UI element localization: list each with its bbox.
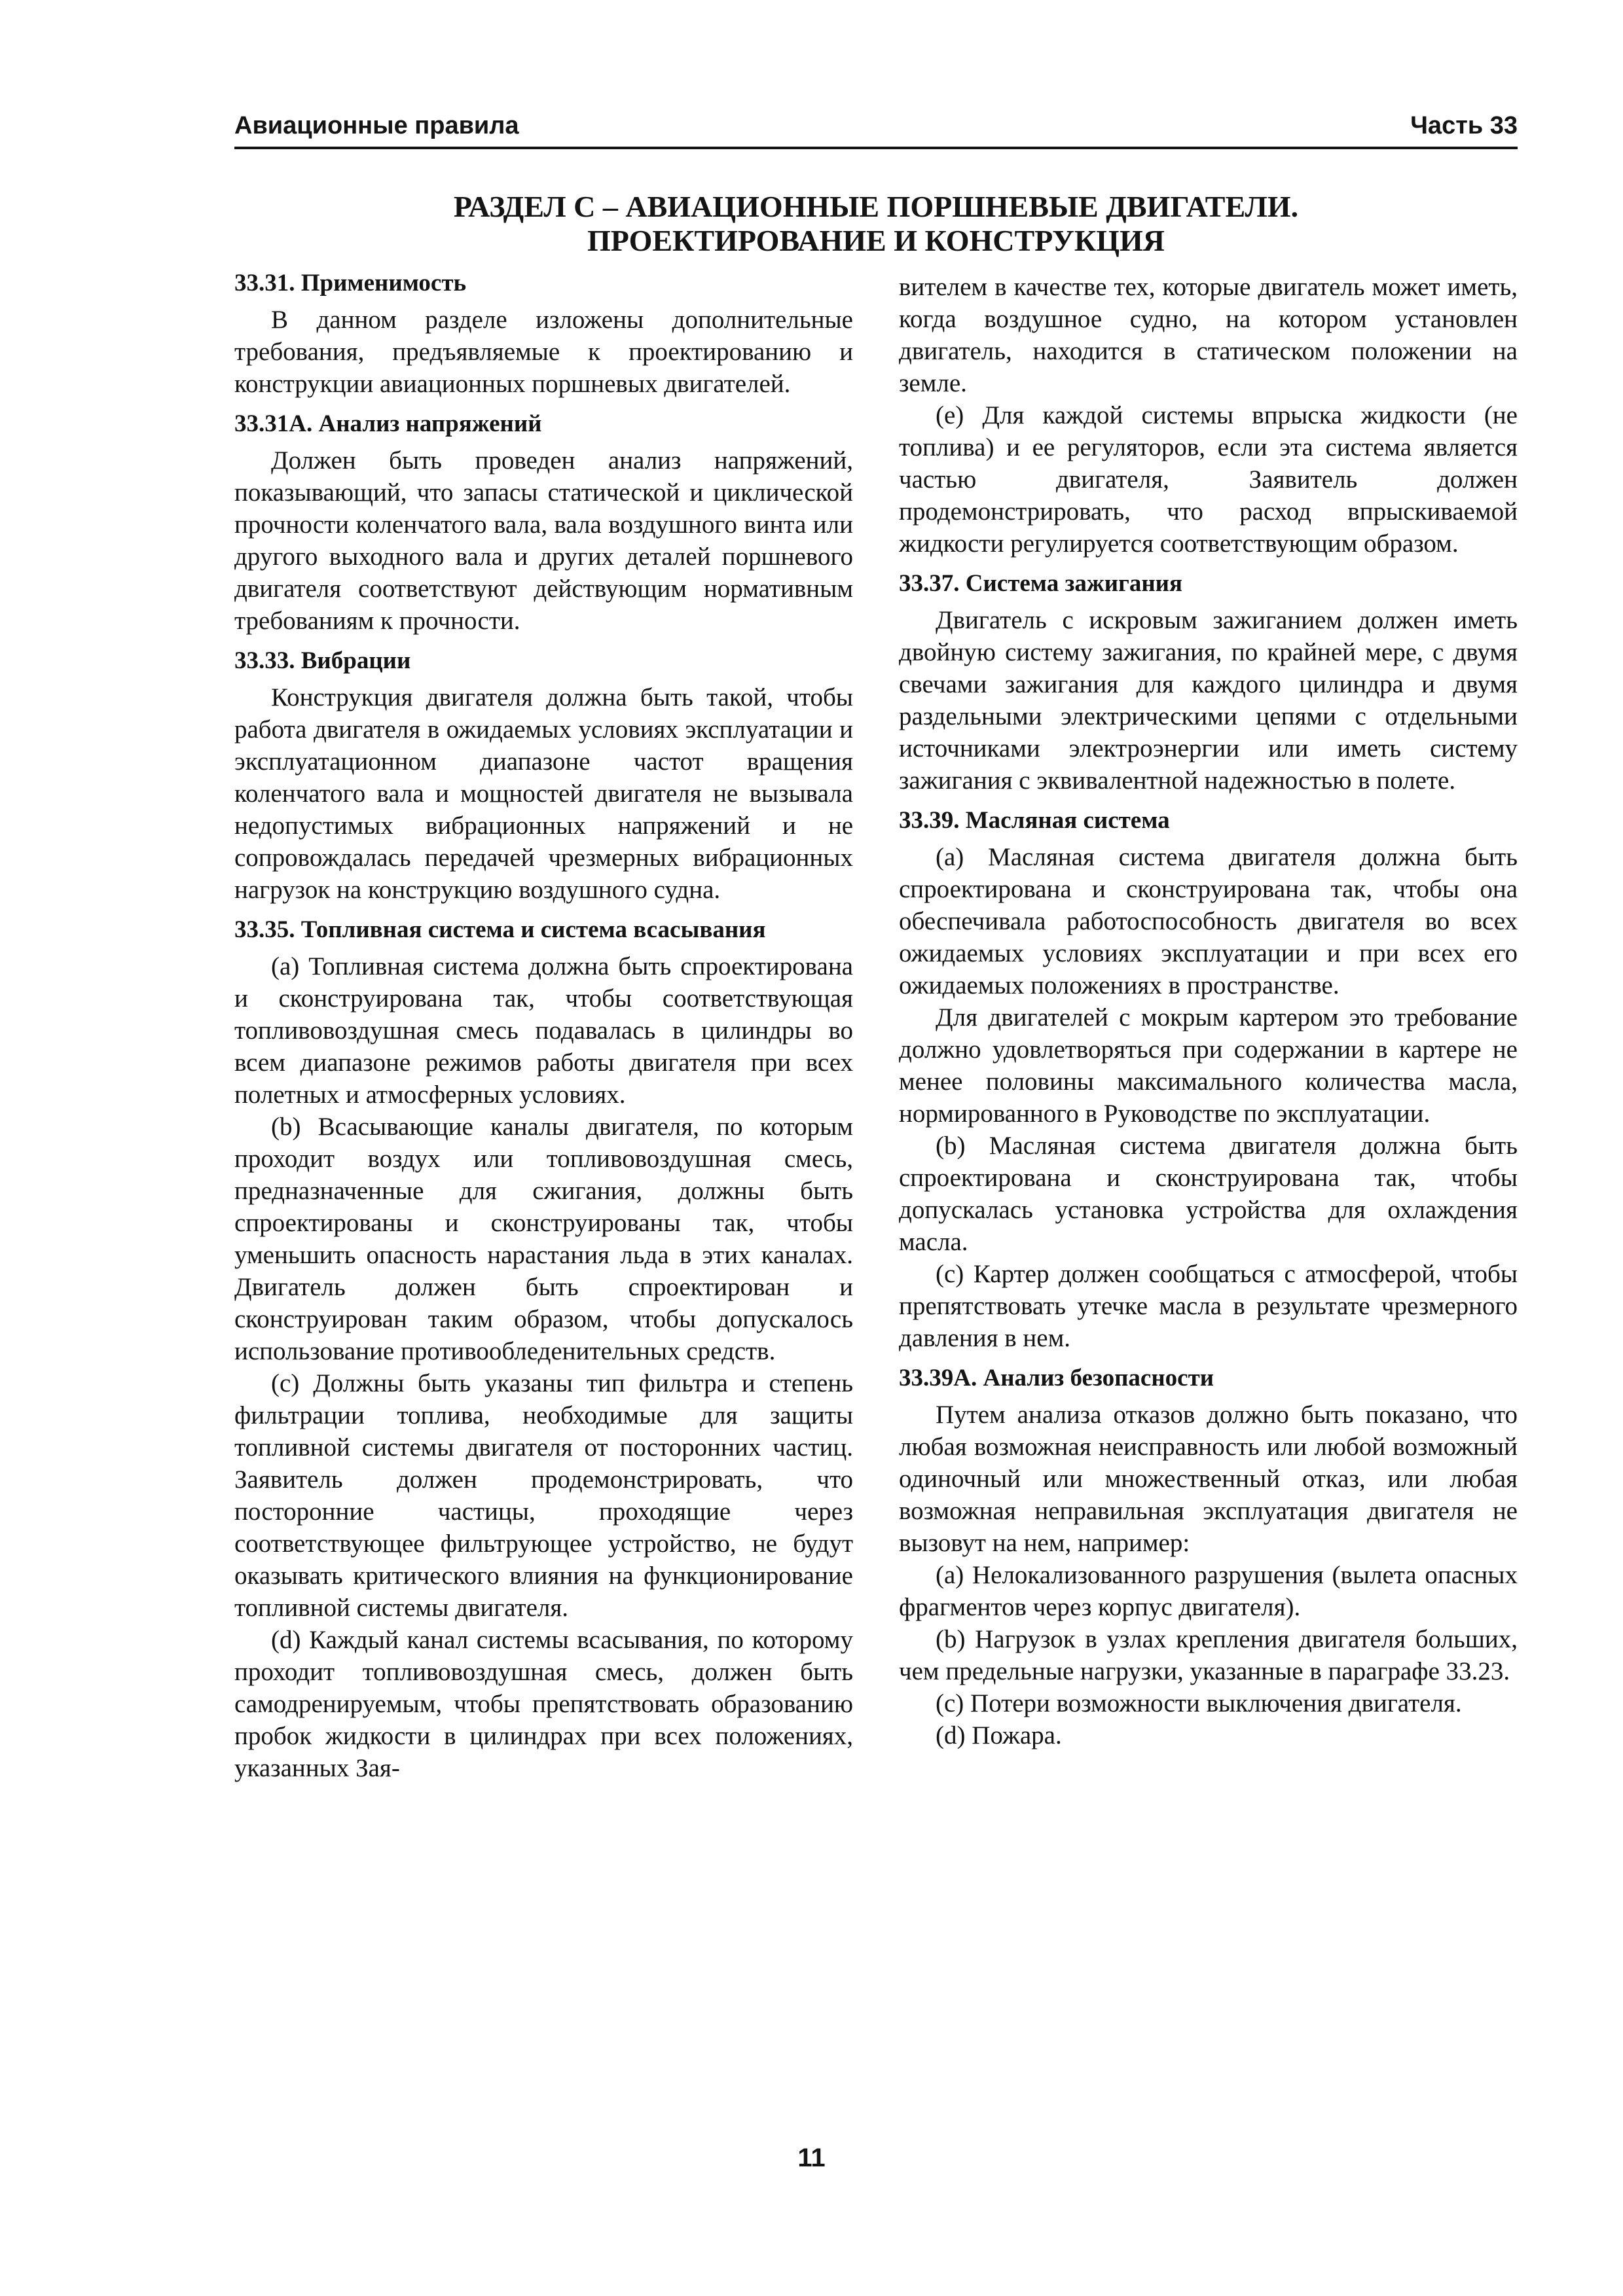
header-part: Часть 33 [1410, 112, 1518, 139]
running-header [234, 105, 1518, 149]
paragraph-33-35-e: (e) Для каждой системы впрыска жидкости (не топлива) и ее регуляторов, если эта система является частью двигателя, Заявитель должен продемонстрировать, что расход впрыскиваемой жидкости регулируется соответствующим образом. [899, 401, 1518, 558]
paragraph-33-39-a-2: Для двигателей с мокрым картером это требование должно удовлетворяться при содержании в картере не менее половины максимального количества масла, нормированного в Руководстве по эксплуатации. [899, 1003, 1518, 1128]
paragraph-33-39a-c: (c) Потери возможности выключения двигателя. [936, 1689, 1462, 1717]
left-column [234, 268, 853, 1784]
paragraph-33-33: Конструкция двигателя должна быть такой, чтобы работа двигателя в ожидаемых условиях эксплуатации и эксплуатационном диапазоне частот вращения коленчатого вала и мощностей двигателя не вызывала недопустимых вибрационных напряжений и не сопровождалась передачей чрезмерных вибрационных нагрузок на конструкцию воздушного судна. [234, 683, 853, 904]
right-column [899, 271, 1518, 1751]
paragraph-33-31a: Должен быть проведен анализ напряжений, показывающий, что запасы статической и циклической прочности коленчатого вала, вала воздушного винта или другого выходного вала и других деталей поршневого двигателя соответствуют действующим нормативным требованиям к прочности. [234, 446, 853, 635]
section-title-line-1: РАЗДЕЛ С – АВИАЦИОННЫЕ ПОРШНЕВЫЕ ДВИГАТЕЛИ. [453, 190, 1299, 223]
paragraph-33-31: В данном разделе изложены дополнительные требования, предъявляемые к проектированию и конструкции авиационных поршневых двигателей. [234, 306, 853, 398]
paragraph-33-39-b: (b) Масляная система двигателя должна быть спроектирована и сконструирована так, чтобы допускалась установка устройства для охлаждения масла. [899, 1132, 1518, 1256]
heading-33-31: 33.31. Применимость [234, 270, 467, 296]
header-title: Авиационные правила [234, 112, 519, 139]
heading-33-39: 33.39. Масляная система [899, 807, 1170, 834]
page-number: 11 [797, 2144, 826, 2172]
heading-33-33: 33.33. Вибрации [234, 647, 411, 674]
section-title [234, 190, 1518, 258]
paragraph-33-35-d-continued: вителем в качестве тех, которые двигатель может иметь, когда воздушное судно, на котором установлен двигатель, находится в статическом положении на земле. [899, 273, 1518, 397]
heading-33-35: 33.35. Топливная система и система всасывания [234, 916, 766, 943]
paragraph-33-39a: Путем анализа отказов должно быть показано, что любая возможная неисправность или любой возможный одиночный или множественный отказ, или любая возможная неправильная эксплуатация двигателя не вызовут на нем, например: [899, 1401, 1518, 1557]
paragraph-33-35-a: (a) Топливная система должна быть спроектирована и сконструирована так, чтобы соответствующая топливовоздушная смесь подавалась в цилиндры во всем диапазоне режимов работы двигателя при всех полетных и атмосферных условиях. [234, 952, 853, 1109]
heading-33-37: 33.37. Система зажигания [899, 570, 1182, 597]
paragraph-33-35-b: (b) Всасывающие каналы двигателя, по которым проходит воздух или топливовоздушная смесь, предназначенные для сжигания, должны быть спроектированы и сконструированы так, чтобы уменьшить опасность нарастания льда в этих каналах. Двигатель должен быть спроектирован и сконструирован таким образом, чтобы допускалось использование противообледенительных средств. [234, 1113, 853, 1365]
paragraph-33-39a-a: (a) Нелокализованного разрушения (вылета опасных фрагментов через корпус двигателя). [899, 1561, 1518, 1621]
paragraph-33-39-a: (a) Масляная система двигателя должна быть спроектирована и сконструирована так, чтобы она обеспечивала работоспособность двигателя во всех ожидаемых условиях эксплуатации и при всех его ожидаемых положениях в пространстве. [899, 843, 1518, 999]
paragraph-33-39a-b: (b) Нагрузок в узлах крепления двигателя больших, чем предельные нагрузки, указанные в параграфе 33.23. [899, 1625, 1518, 1685]
paragraph-33-35-d: (d) Каждый канал системы всасывания, по которому проходит топливовоздушная смесь, должен быть самодренируемым, чтобы препятствовать образованию пробок жидкости в цилиндрах при всех положениях, указанных Зая- [234, 1626, 853, 1782]
paragraph-33-39a-d: (d) Пожара. [936, 1721, 1062, 1749]
section-title-line-2: ПРОЕКТИРОВАНИЕ И КОНСТРУКЦИЯ [587, 224, 1165, 257]
paragraph-33-37: Двигатель с искровым зажиганием должен иметь двойную систему зажигания, по крайней мере, с двумя свечами зажигания для каждого цилиндра и двумя раздельными электрическими цепями с отдельными источниками электроэнергии или иметь систему зажигания с эквивалентной надежностью в полете. [899, 606, 1518, 795]
paragraph-33-35-c: (c) Должны быть указаны тип фильтра и степень фильтрации топлива, необходимые для защиты топливной системы двигателя от посторонних частиц. Заявитель должен продемонстрировать, что посторонние частицы, проходящие через соответствующее фильтрующее устройство, не будут оказывать критического влияния на функционирование топливной системы двигателя. [234, 1369, 853, 1622]
paragraph-33-39-c: (c) Картер должен сообщаться с атмосферой, чтобы препятствовать утечке масла в результате чрезмерного давления в нем. [899, 1260, 1518, 1352]
heading-33-31a: 33.31А. Анализ напряжений [234, 410, 542, 437]
heading-33-39a: 33.39А. Анализ безопасности [899, 1365, 1214, 1391]
